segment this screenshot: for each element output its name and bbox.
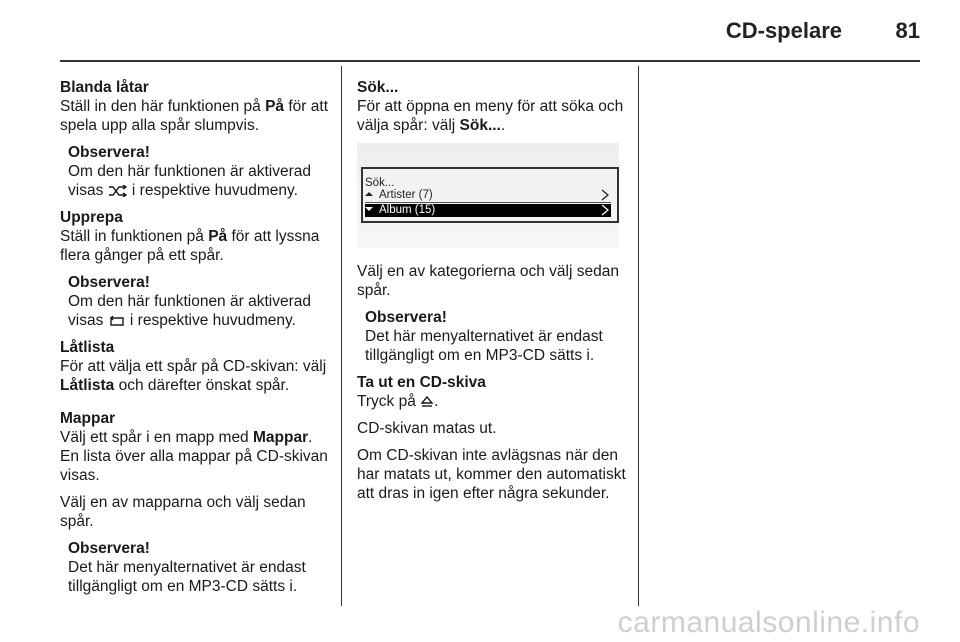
display-menu-item: Artister (7) (365, 189, 611, 203)
note-title: Observera! (68, 540, 150, 557)
column-divider (638, 66, 639, 606)
column-divider (341, 66, 342, 606)
paragraph-kategorier: Välj en av kategorierna och välj sedan spår. (357, 263, 619, 299)
paragraph-mappar-2: Välj en av mapparna och välj sedan spår. (60, 494, 306, 530)
arrow-down-icon (365, 204, 375, 217)
note-mappar: Observera! Det här menyalternativet är endast tillgängligt om en MP3-CD sätts i. (68, 539, 328, 596)
eject-icon (420, 396, 434, 408)
chevron-right-icon (601, 189, 609, 205)
paragraph-eject-3: Om CD-skivan inte avlägsnas när den har matats ut, kommer den automatiskt att dras in igen efter några sekunder. (357, 447, 626, 502)
repeat-icon (108, 315, 126, 327)
page-number: 81 (895, 18, 920, 43)
note-title: Observera! (68, 144, 150, 161)
display-menu-item-selected: Album (15) (365, 204, 611, 217)
section-heading-mappar: Mappar (60, 410, 116, 427)
note-upprepa: Observera! Om den här funktionen är aktiverad visas i respektive huvudmeny. (68, 273, 328, 330)
paragraph-upprepa: Ställ in funktionen på På för att lyssna flera gånger på ett spår. (60, 228, 320, 264)
note-kategorier: Observera! Det här menyalternativet är endast tillgängligt om en MP3-CD sätts i. (365, 308, 627, 365)
display-screenshot (357, 143, 619, 248)
section-heading-blanda: Blanda låtar (60, 79, 149, 96)
right-column (357, 78, 627, 511)
note-blanda: Observera! Om den här funktionen är aktiverad visas i respektive huvudmeny. (68, 143, 328, 200)
paragraph-blanda: Ställ in den här funktionen på På för att spela upp alla spår slumpvis. (60, 98, 328, 134)
arrow-up-icon (365, 189, 375, 202)
watermark: carmanualsonline.info (617, 606, 920, 639)
paragraph-mappar: Välj ett spår i en mapp med Mappar. En lista över alla mappar på CD-skivan visas. (60, 429, 328, 484)
note-title: Observera! (365, 309, 447, 326)
page-header (0, 0, 960, 60)
paragraph-sok: För att öppna en meny för att söka och välja spår: välj Sök.... (357, 98, 624, 134)
paragraph-eject: Tryck på . (357, 393, 439, 410)
paragraph-latlista: För att välja ett spår på CD-skivan: välj Låtlista och därefter önskat spår. (60, 358, 327, 394)
section-heading-upprepa: Upprepa (60, 209, 123, 226)
section-heading-sok: Sök... (357, 79, 399, 96)
shuffle-icon (108, 185, 128, 197)
section-heading-eject: Ta ut en CD-skiva (357, 374, 486, 391)
chevron-right-icon (601, 204, 609, 220)
display-menu-title: Sök... (365, 177, 395, 189)
page-title: CD-spelare (725, 18, 842, 43)
section-heading-latlista: Låtlista (60, 339, 115, 356)
note-title: Observera! (68, 274, 150, 291)
left-column (60, 78, 328, 604)
header-rule (60, 60, 920, 62)
paragraph-eject-2: CD-skivan matas ut. (357, 420, 497, 437)
